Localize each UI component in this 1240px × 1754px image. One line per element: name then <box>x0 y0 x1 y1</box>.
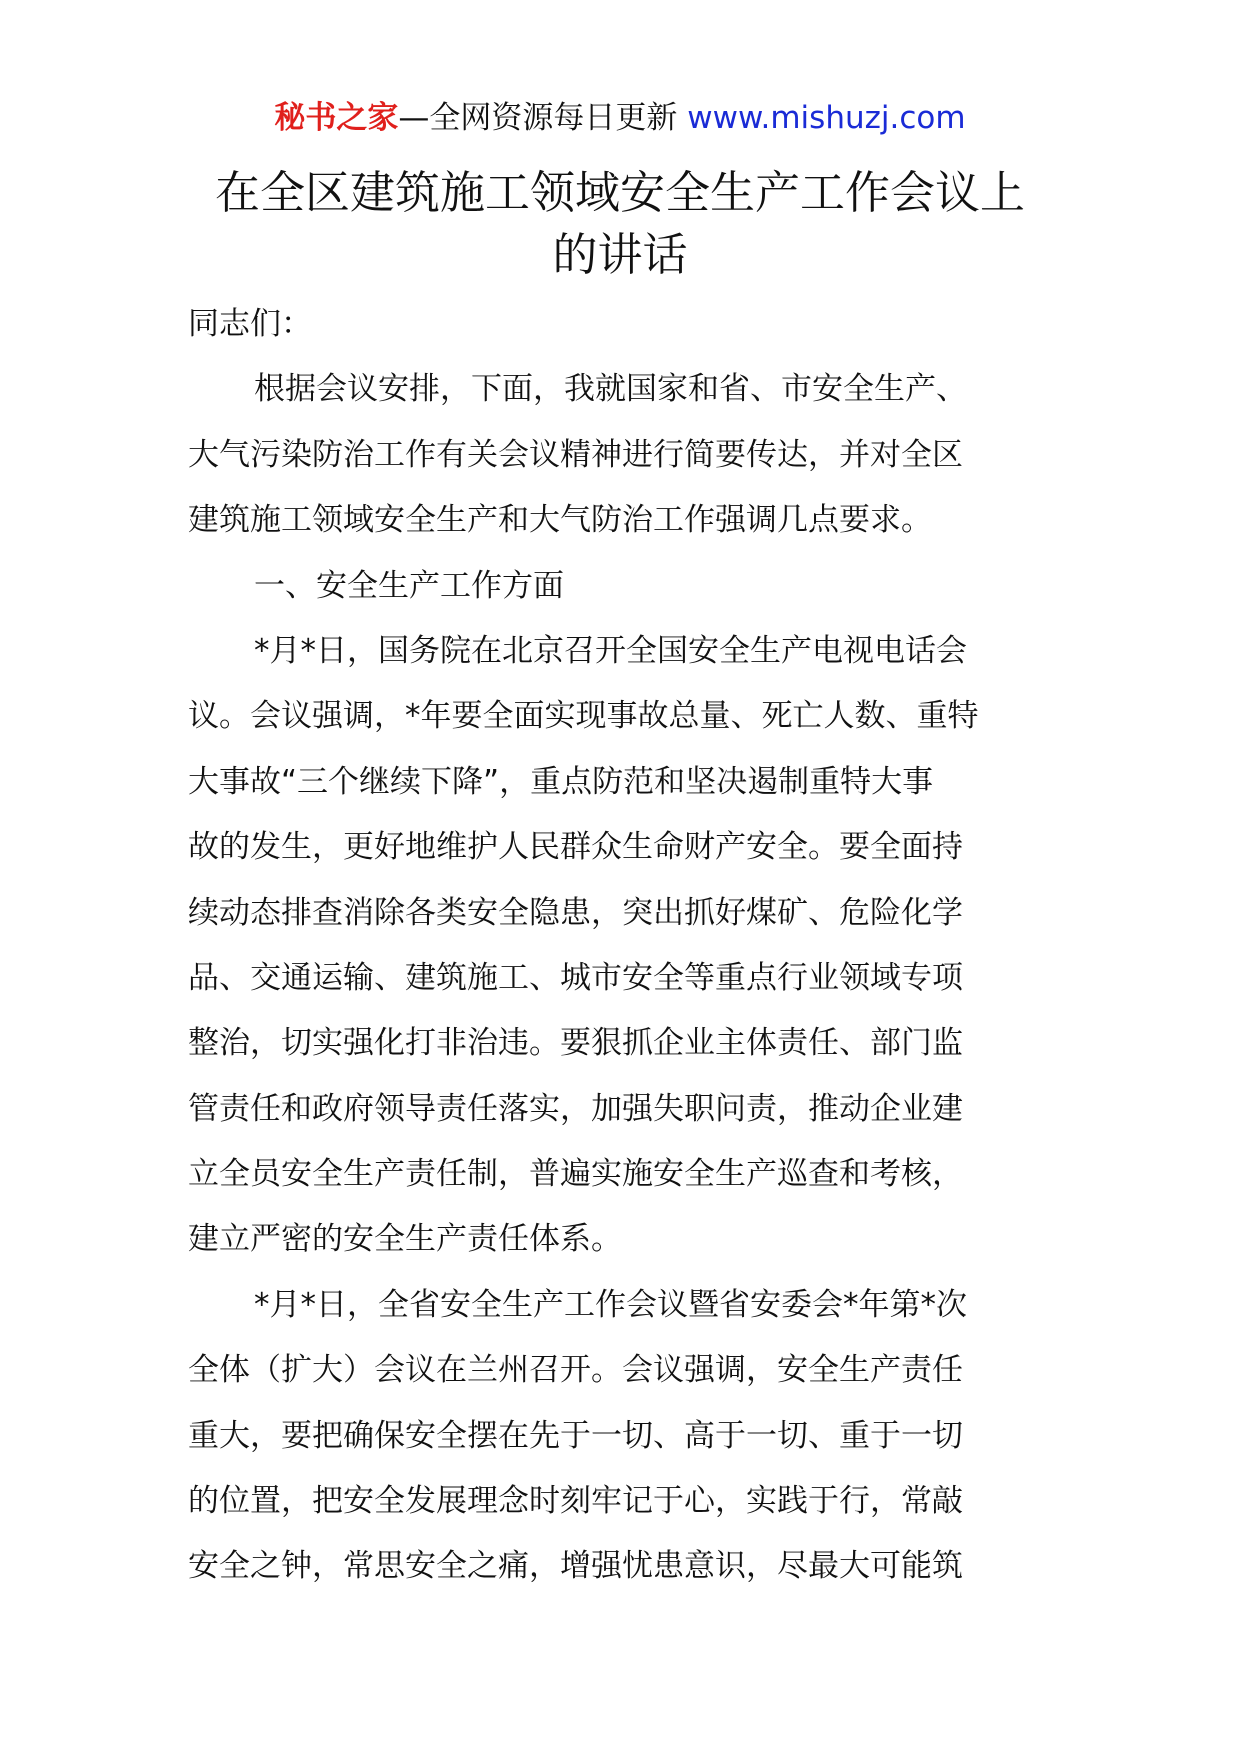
brand-name: 秘书之家 <box>274 100 399 136</box>
paragraph-2-line: 立全员安全生产责任制，普遍实施安全生产巡查和考核， <box>188 1156 963 1193</box>
paragraph-1-line: 大气污染防治工作有关会议精神进行简要传达，并对全区 <box>188 436 963 473</box>
paragraph-3-line: *月*日，全省安全生产工作会议暨省安委会*年第*次 <box>254 1286 967 1323</box>
section-heading: 一、安全生产工作方面 <box>254 567 564 604</box>
site-url-link[interactable]: www.mishuzj.com <box>687 100 966 136</box>
site-header <box>0 98 1240 138</box>
paragraph-1-line: 根据会议安排，下面，我就国家和省、市安全生产、 <box>254 371 967 408</box>
paragraph-3-line: 安全之钟，常思安全之痛，增强忧患意识，尽最大可能筑 <box>188 1548 963 1585</box>
document-body <box>188 292 1068 1600</box>
paragraph-3-line: 全体（扩大）会议在兰州召开。会议强调，安全生产责任 <box>188 1352 963 1389</box>
paragraph-2-line: 品、交通运输、建筑施工、城市安全等重点行业领域专项 <box>188 959 963 996</box>
salutation: 同志们： <box>188 306 312 342</box>
paragraph-2-line: 管责任和政府领导责任落实，加强失职问责，推动企业建 <box>188 1090 963 1127</box>
paragraph-2-line: 续动态排查消除各类安全隐患，突出抓好煤矿、危险化学 <box>188 894 963 931</box>
title-line-2: 的讲话 <box>552 228 688 281</box>
header-tagline: —全网资源每日更新 <box>398 100 688 136</box>
paragraph-2-line: 整治，切实强化打非治违。要狠抓企业主体责任、部门监 <box>188 1025 963 1062</box>
paragraph-2-line: *月*日，国务院在北京召开全国安全生产电视电话会 <box>254 632 967 669</box>
paragraph-1-line: 建筑施工领域安全生产和大气防治工作强调几点要求。 <box>188 502 932 539</box>
paragraph-2-line: 故的发生，更好地维护人民群众生命财产安全。要全面持 <box>188 829 963 866</box>
paragraph-2-line: 议。会议强调，*年要全面实现事故总量、死亡人数、重特 <box>188 698 979 735</box>
paragraph-3-line: 重大，要把确保安全摆在先于一切、高于一切、重于一切 <box>188 1417 963 1454</box>
paragraph-2-line: 大事故“三个继续下降”，重点防范和坚决遏制重特大事 <box>188 763 934 800</box>
paragraph-3-line: 的位置，把安全发展理念时刻牢记于心，实践于行，常敲 <box>188 1483 963 1520</box>
title-line-1: 在全区建筑施工领域安全生产工作会议上 <box>214 166 1025 219</box>
document-title <box>150 162 1090 286</box>
paragraph-2-line: 建立严密的安全生产责任体系。 <box>188 1221 622 1258</box>
